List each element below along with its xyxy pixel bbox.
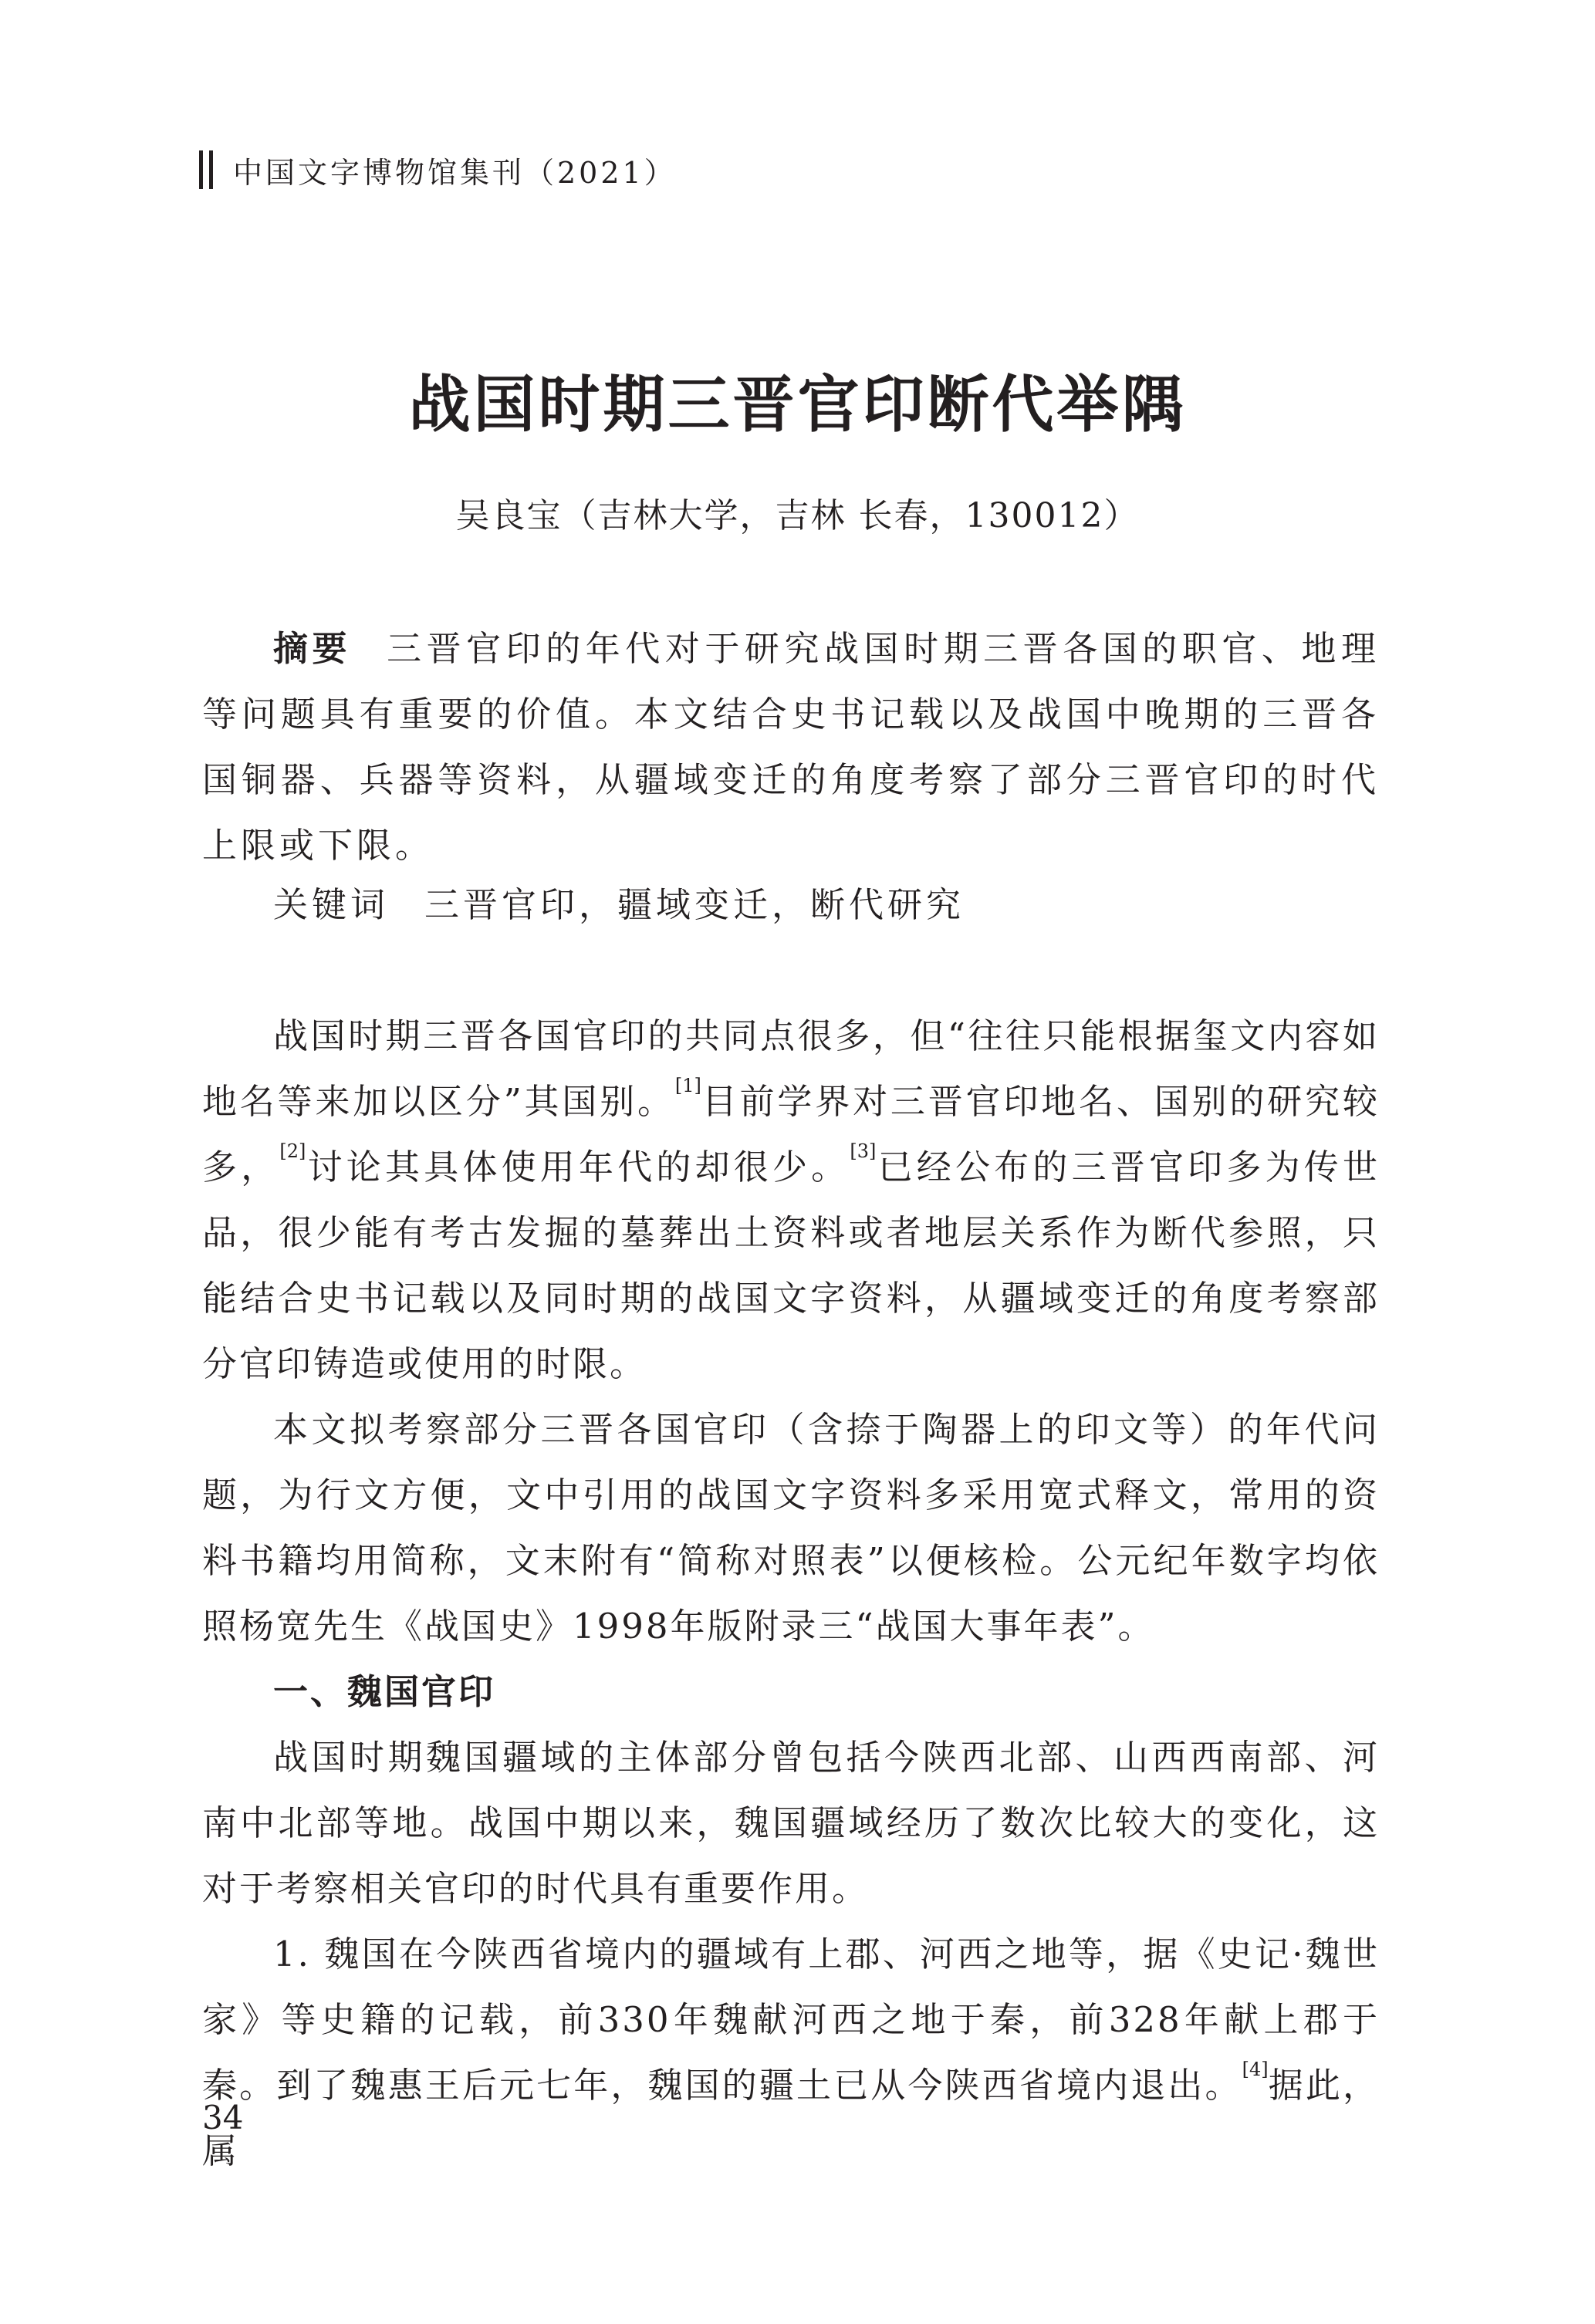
keywords-text: 三晋官印，疆域变迁，断代研究: [424, 884, 965, 925]
paragraph-text: 战国时期三晋各国官印的共同点很多，但“往往只能根据玺文内容如地名等来加以区分”其国别。: [202, 1015, 1380, 1122]
article-body: [202, 1003, 1380, 2184]
paragraph-text: 目前学界对三晋官印地名、国别的研究较多，: [202, 1081, 1380, 1187]
keywords: [273, 877, 965, 927]
body-paragraph: 战国时期魏国疆域的主体部分曾包括今陕西北部、山西西南部、河南中北部等地。战国中期以来，魏国疆域经历了数次比较大的变化，这对于考察相关官印的时代具有重要作用。: [202, 1737, 1380, 1909]
abstract-label: 摘要: [273, 628, 352, 669]
footnote-ref: [4]: [1242, 2059, 1269, 2080]
paragraph-text: 1. 魏国在今陕西省境内的疆域有上郡、河西之地等，据《史记·魏世家》等史籍的记载，前330年魏献河西之地于秦，前328年献上郡于秦。到了魏惠王后元七年，魏国的疆土已从今陕西省境内退出。: [202, 1934, 1380, 2106]
footnote-ref: [2]: [279, 1140, 306, 1162]
author-byline: 吴良宝（吉林大学，吉林 长春，130012）: [455, 496, 1140, 535]
footnote-ref: [3]: [850, 1140, 877, 1162]
abstract: [202, 616, 1380, 878]
running-head: [199, 148, 677, 191]
article-title: 战国时期三晋官印断代举隅: [408, 369, 1187, 441]
page-number: 34: [202, 2099, 244, 2137]
body-paragraph: [202, 1003, 1380, 1397]
keywords-label: 关键词: [273, 884, 390, 925]
paragraph-text: 讨论其具体使用年代的却很少。: [306, 1147, 850, 1187]
body-paragraph: [202, 1921, 1380, 2184]
paragraph-text: 据此，属: [202, 2065, 1380, 2171]
running-head-bar: [199, 150, 203, 189]
footnote-ref: [1]: [674, 1075, 701, 1096]
running-head-bar: [209, 150, 213, 189]
abstract-text: 三晋官印的年代对于研究战国时期三晋各国的职官、地理等问题具有重要的价值。本文结合史书记载以及战国中晚期的三晋各国铜器、兵器等资料，从疆域变迁的角度考察了部分三晋官印的时代上限或下限。: [202, 628, 1380, 866]
body-paragraph: 本文拟考察部分三晋各国官印（含捺于陶器上的印文等）的年代问题，为行文方便，文中引用的战国文字资料多采用宽式释文，常用的资料书籍均用简称，文末附有“简称对照表”以便核检。公元纪年数字均依照杨宽先生《战国史》1998年版附录三“战国大事年表”。: [202, 1409, 1380, 1647]
running-head-text: 中国文字博物馆集刊（2021）: [233, 155, 677, 190]
section-heading: 一、魏国官印: [273, 1671, 496, 1712]
paragraph-text: 已经公布的三晋官印多为传世品，很少能有考古发掘的墓葬出土资料或者地层关系作为断代参照，只能结合史书记载以及同时期的战国文字资料，从疆域变迁的角度考察部分官印铸造或使用的时限。: [202, 1147, 1380, 1384]
